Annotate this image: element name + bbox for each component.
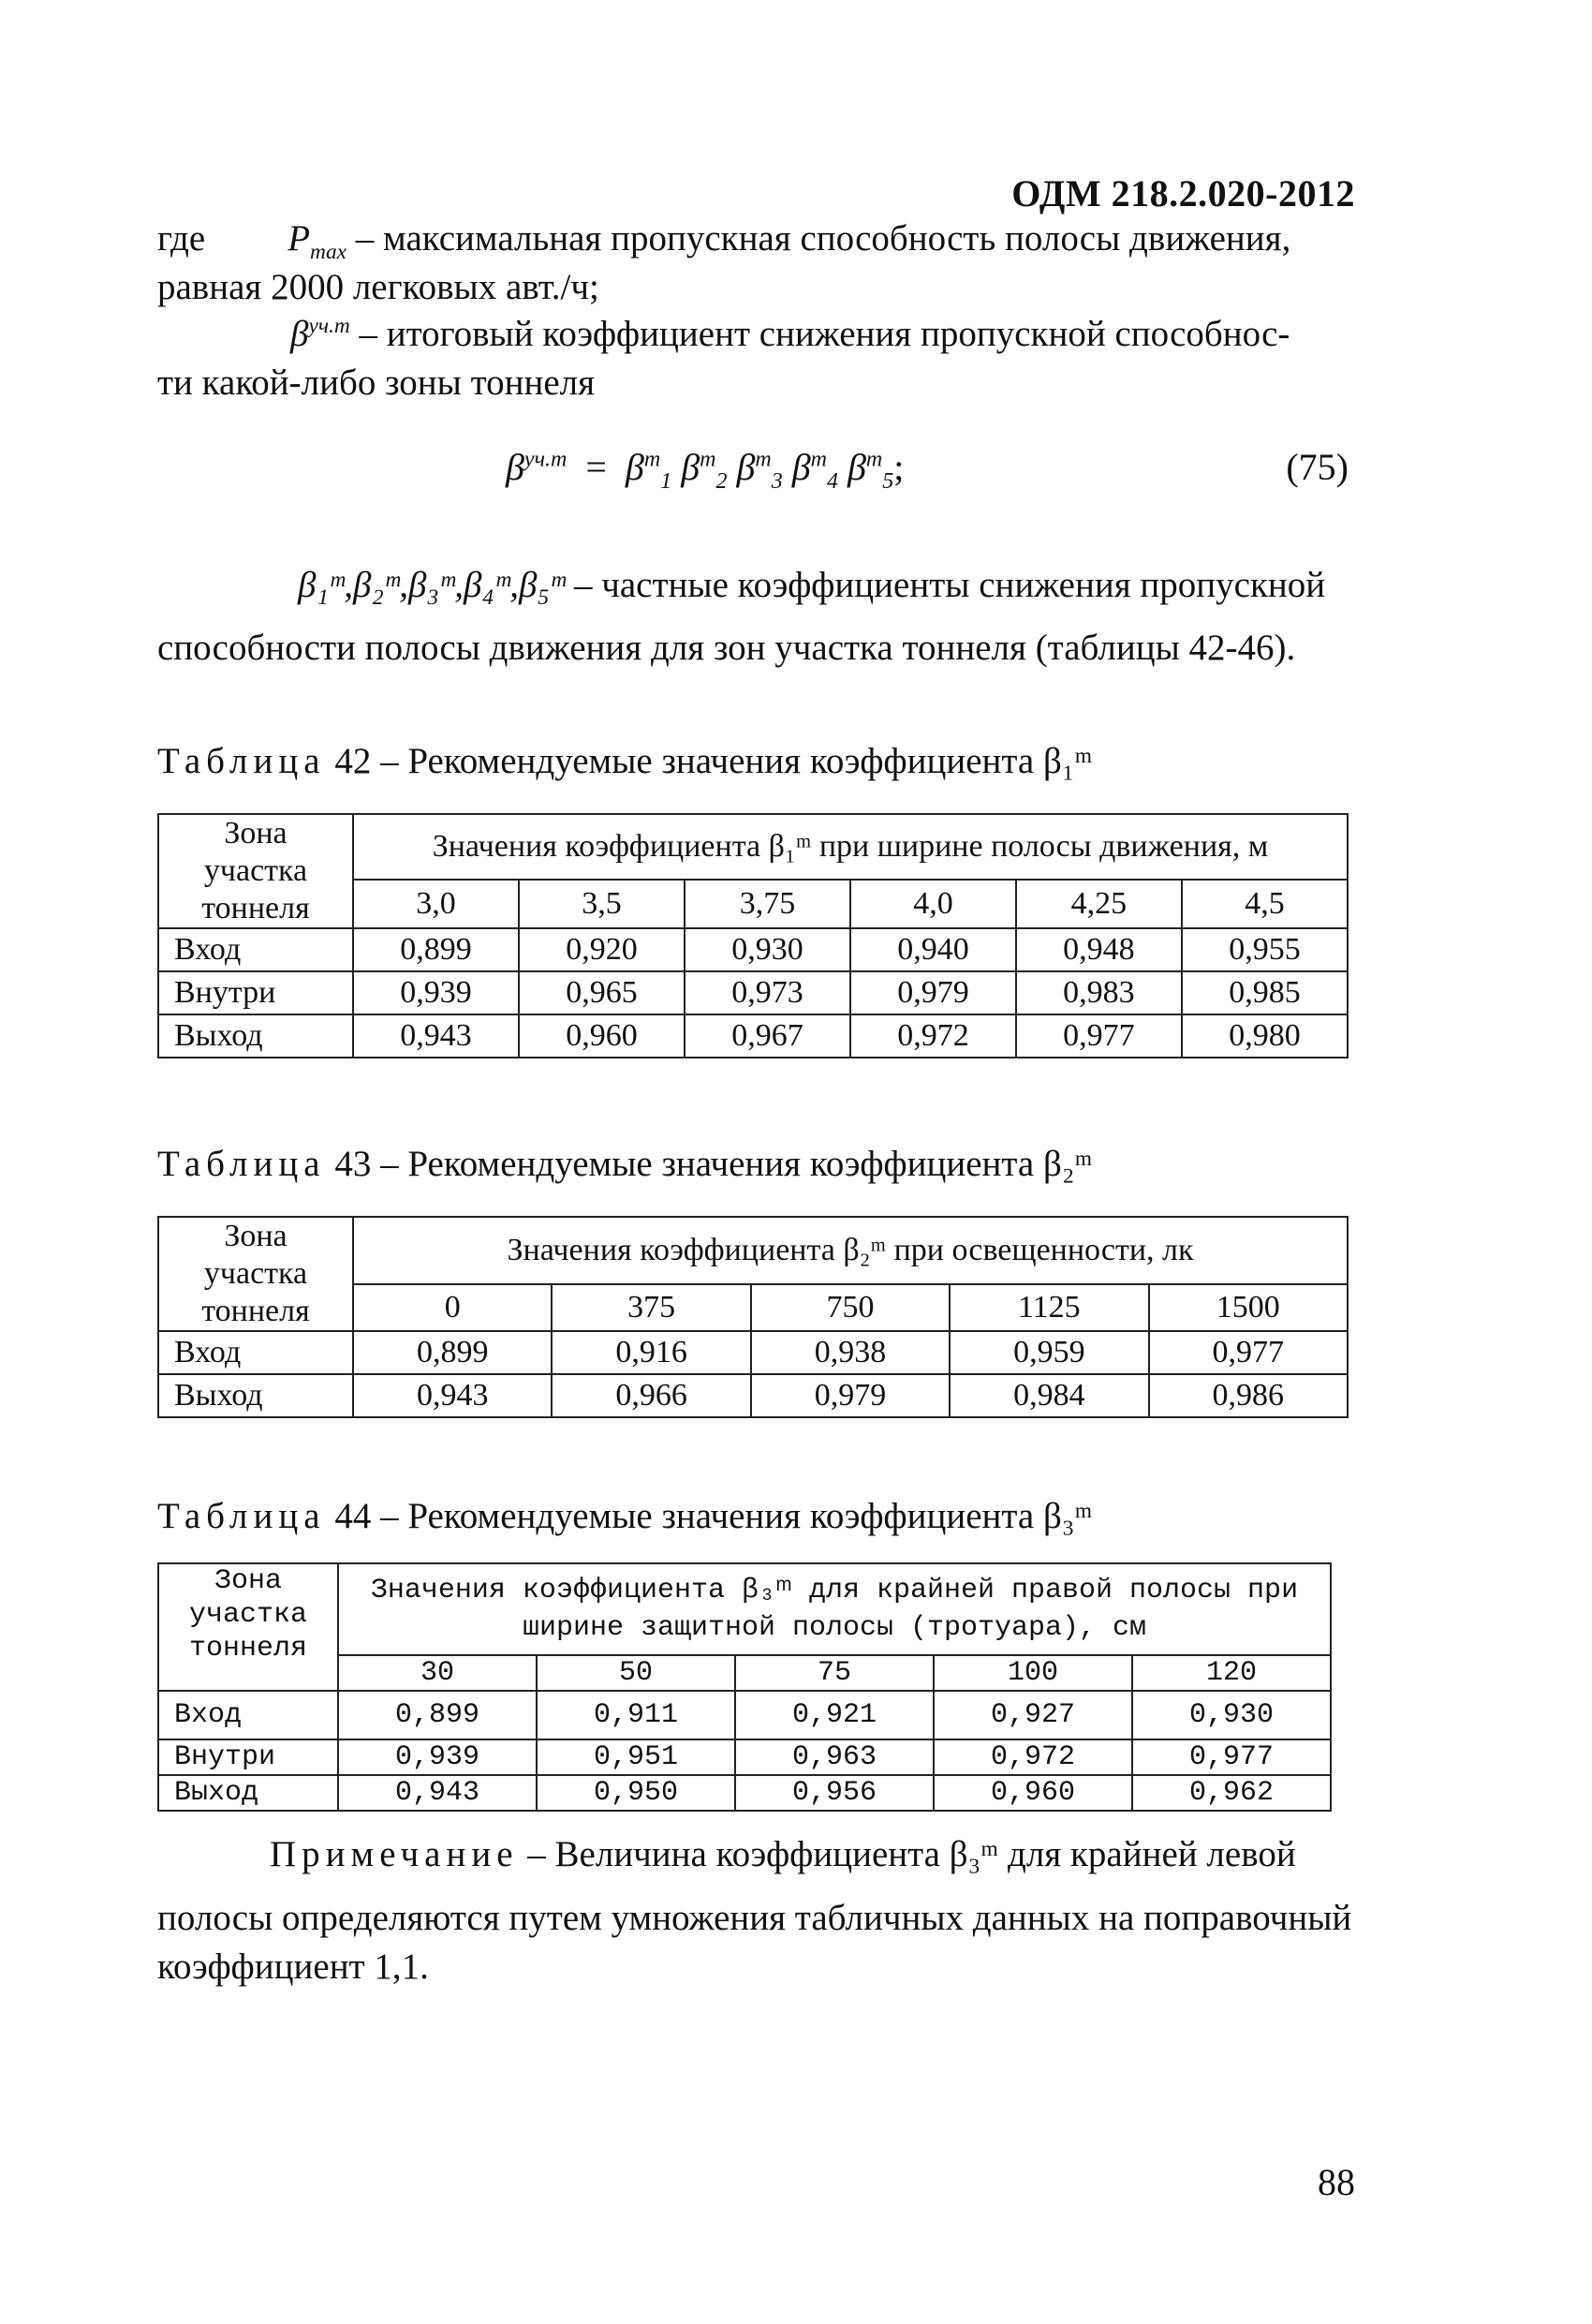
table-row: Выход 0,943 0,960 0,967 0,972 0,977 0,980 [158,1014,1348,1058]
table-row: Вход 0,899 0,920 0,930 0,940 0,948 0,955 [158,928,1348,971]
table42-values-header: Значения коэффициента β₁ᵐ при ширине полосы движения, м [353,814,1348,880]
pmax-subscript: max [310,239,347,264]
pmax-description: – максимальная пропускная способность полосы движения, [355,218,1291,259]
table43 [157,1216,1349,1418]
table43-values-header: Значения коэффициента β₂ᵐ при освещенности, лк [353,1217,1348,1284]
beta-description: – итоговый коэффициент снижения пропускной способнос- [359,314,1290,354]
table-row: Вход 0,899 0,916 0,938 0,959 0,977 [158,1331,1348,1374]
page-number: 88 [1318,2161,1355,2203]
note-text: – Величина коэффициента β₃ᵐ для крайней левой [527,1834,1296,1874]
table42-zone-header: Зона участка тоннеля [158,814,353,928]
partial-coefficients-line [298,567,1325,603]
pmax-description-cont: равная 2000 легковых авт./ч; [157,267,599,307]
beta-symbol: β [290,314,309,354]
table44-caption: Таблица 44 – Рекомендуемые значения коэффициента β₃ᵐ [157,1496,1093,1536]
table44-column-header-row: 30 50 75 100 120 [158,1655,1331,1691]
table43-column-header-row: 0 375 750 1125 1500 [158,1284,1348,1331]
table-row: Вход 0,899 0,911 0,921 0,927 0,930 [158,1691,1331,1739]
beta-description-cont: ти какой-либо зоны тоннеля [157,363,596,403]
table-row: Выход 0,943 0,966 0,979 0,984 0,986 [158,1374,1348,1417]
document-code: ОДМ 218.2.020-2012 [1011,172,1355,215]
partial-description-cont: способности полосы движения для зон участка тоннеля (таблицы 42-46). [157,628,1296,668]
beta-superscript: уч.т [308,314,350,338]
partial-description: – частные коэффициенты снижения пропускной [573,565,1326,605]
pmax-symbol: P [287,218,311,259]
table42-column-header-row: 3,0 3,5 3,75 4,0 4,25 4,5 [158,880,1348,928]
table44-zone-header: Зона участка тоннеля [158,1563,338,1691]
beta-definition-line [290,316,1290,352]
table-row: Внутри 0,939 0,951 0,963 0,972 0,977 [158,1739,1331,1775]
pmax-definition-line [157,218,1291,264]
partial-symbols: β₁ᵐ,β₂ᵐ,β₃ᵐ,β₄ᵐ,β₅ᵐ [298,565,566,605]
note-line-2: полосы определяются путем умножения табличных данных на поправочный [157,1898,1352,1938]
formula-75: $\beta^{уч.т} = \beta^m_1$ $\beta^m_2$ $\beta^m_3$ $\beta^m_4$ $\beta^m_5$; [506,446,905,494]
table42-caption: Таблица 42 – Рекомендуемые значения коэффициента β₁ᵐ [157,741,1093,781]
table-row: Выход 0,943 0,950 0,956 0,960 0,962 [158,1775,1331,1811]
note-prefix: Примечание [270,1834,519,1874]
note-line-3: коэффициент 1,1. [157,1947,429,1987]
table43-zone-header: Зона участка тоннеля [158,1217,353,1331]
formula-number: (75) [1286,446,1349,488]
table42 [157,813,1349,1058]
note-line-1 [270,1836,1296,1873]
table-row: Внутри 0,939 0,965 0,973 0,979 0,983 0,985 [158,971,1348,1014]
where-word: где [157,218,206,259]
table44-values-header: Значения коэффициента β₃ᵐ для крайней правой полосы при ширине защитной полосы (тротуара), см [338,1563,1331,1655]
table43-caption: Таблица 43 – Рекомендуемые значения коэффициента β₂ᵐ [157,1144,1093,1184]
table44 [157,1562,1332,1812]
